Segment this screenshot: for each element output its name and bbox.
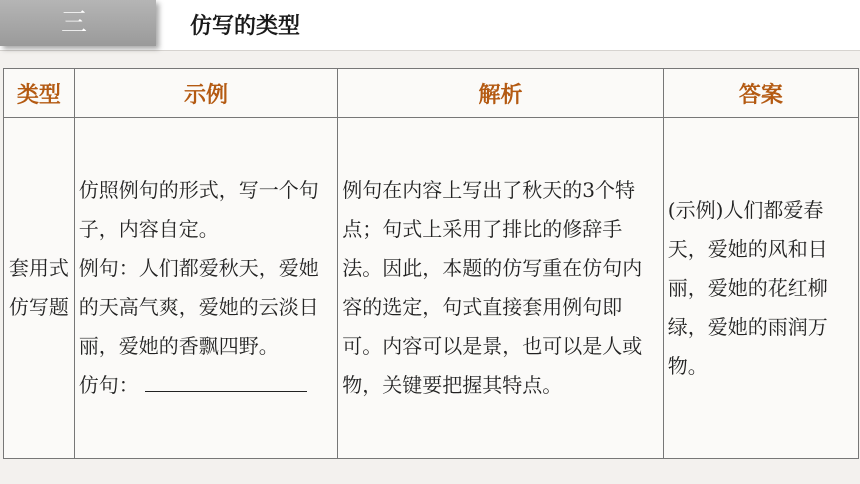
column-header-example: 示例 (74, 69, 338, 118)
imitation-label: 仿句： (78, 373, 139, 397)
imitation-line (79, 366, 334, 405)
type-text: 套用式仿写题 (8, 256, 69, 319)
analysis-text: 例句在内容上写出了秋天的3个特点；句式上采用了排比的修辞手法。因此，本题的仿写重在仿句内容的选定，句式直接套用例句即可。内容可以是景，也可以是人或物，关键要把握其特点。 (342, 178, 643, 397)
content-table (3, 68, 859, 459)
column-header-analysis: 解析 (338, 69, 663, 118)
page-title: 仿写的类型 (190, 14, 301, 39)
table-header-row (4, 69, 859, 118)
analysis-cell (338, 118, 663, 459)
type-cell (4, 118, 75, 459)
column-header-type: 类型 (4, 69, 75, 118)
example-instruction: 仿照例句的形式，写一个句子，内容自定。 (78, 178, 319, 241)
section-number-badge: 三 (0, 0, 156, 46)
table-row (4, 118, 859, 459)
example-sentence: 例句：人们都爱秋天，爱她的天高气爽，爱她的云淡日丽，爱她的香飘四野。 (78, 256, 319, 358)
answer-text: (示例)人们都爱春天，爱她的风和日丽，爱她的花红柳绿，爱她的雨润万物。 (667, 197, 828, 378)
answer-cell (663, 118, 858, 459)
column-header-answer: 答案 (663, 69, 858, 118)
answer-blank (145, 369, 307, 392)
example-cell (74, 118, 338, 459)
